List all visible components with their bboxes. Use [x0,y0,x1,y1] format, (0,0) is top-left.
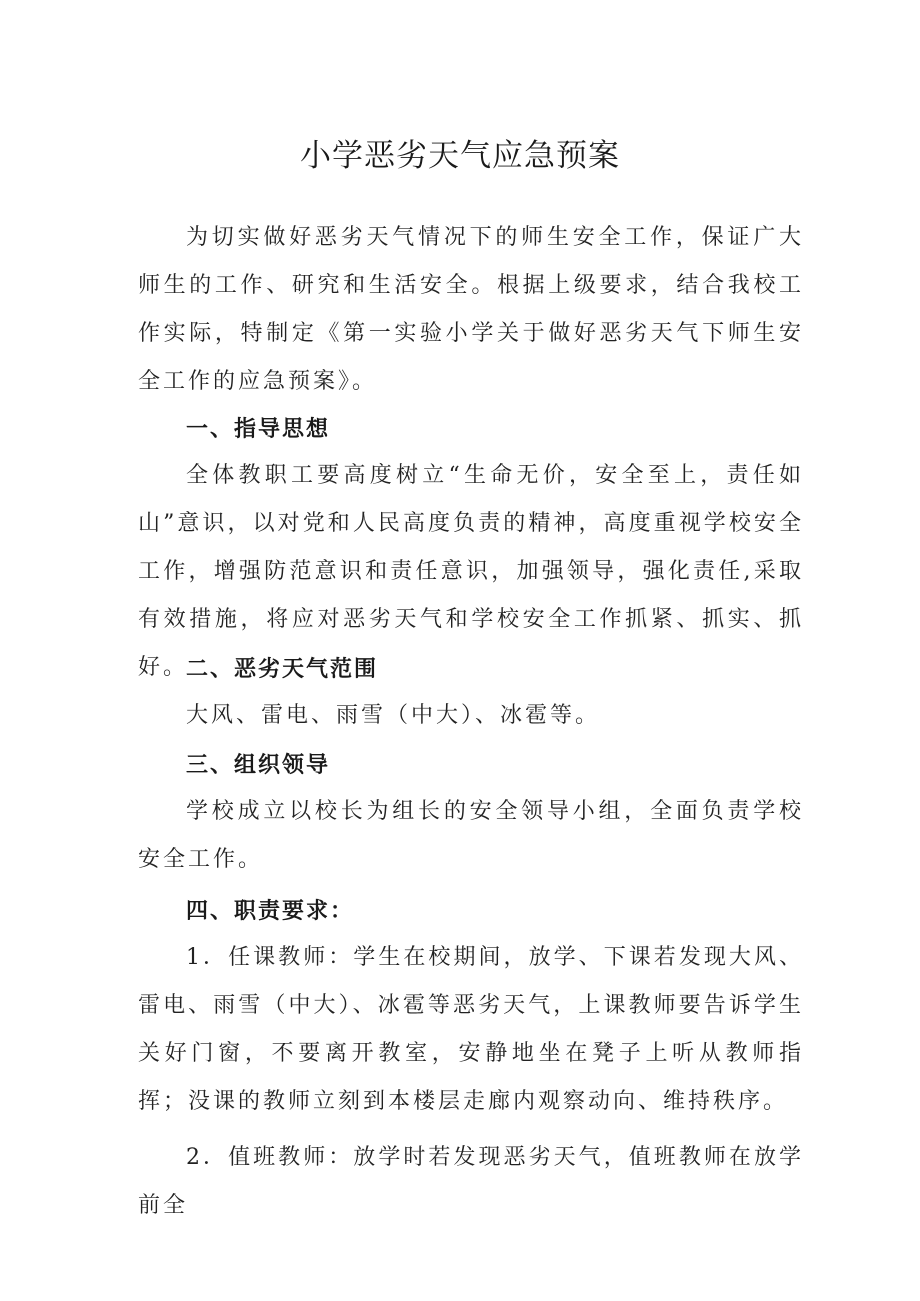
section-heading-1: 一、指导思想 [186,417,331,442]
section-body-4 [138,934,804,1230]
list-item: 2．值班教师：放学时若发现恶劣天气，值班教师在放学前全 [138,1145,804,1218]
section-body-3 [138,788,804,884]
section-text-1: 全体教职工要高度树立“生命无价，安全至上，责任如山”意识，以对党和人民高度负责的精神，高度重视学校安全工作，增强防范意识和责任意识，加强领导，强化责任,采取有效措施，将应对恶劣天气和学校安全工作抓紧、抓实、抓好。 [138,463,804,680]
section-heading-3: 三、组织领导 [186,753,331,778]
section-text-2: 大风、雷电、雨雪（中大）、冰雹等。 [186,703,601,728]
intro-text: 为切实做好恶劣天气情况下的师生安全工作，保证广大师生的工作、研究和生活安全。根据上级要求，结合我校工作实际，特制定《第一实验小学关于做好恶劣天气下师生安全工作的应急预案》。 [138,225,804,394]
section-text-3: 学校成立以校长为组长的安全领导小组，全面负责学校安全工作。 [138,799,804,872]
section-body-2 [138,692,804,740]
intro-paragraph [138,214,804,406]
document-title: 小学恶劣天气应急预案 [300,138,620,174]
section-heading-4: 四、职责要求： [186,899,355,924]
section-heading-2: 二、恶劣天气范围 [186,657,379,682]
list-item: 1．任课教师：学生在校期间，放学、下课若发现大风、雷电、雨雪（中大）、冰雹等恶劣天气，上课教师要告诉学生关好门窗，不要离开教室，安静地坐在凳子上听从教师指挥；没课的教师立刻到本楼层走廊内观察动向、维持秩序。 [138,945,804,1114]
